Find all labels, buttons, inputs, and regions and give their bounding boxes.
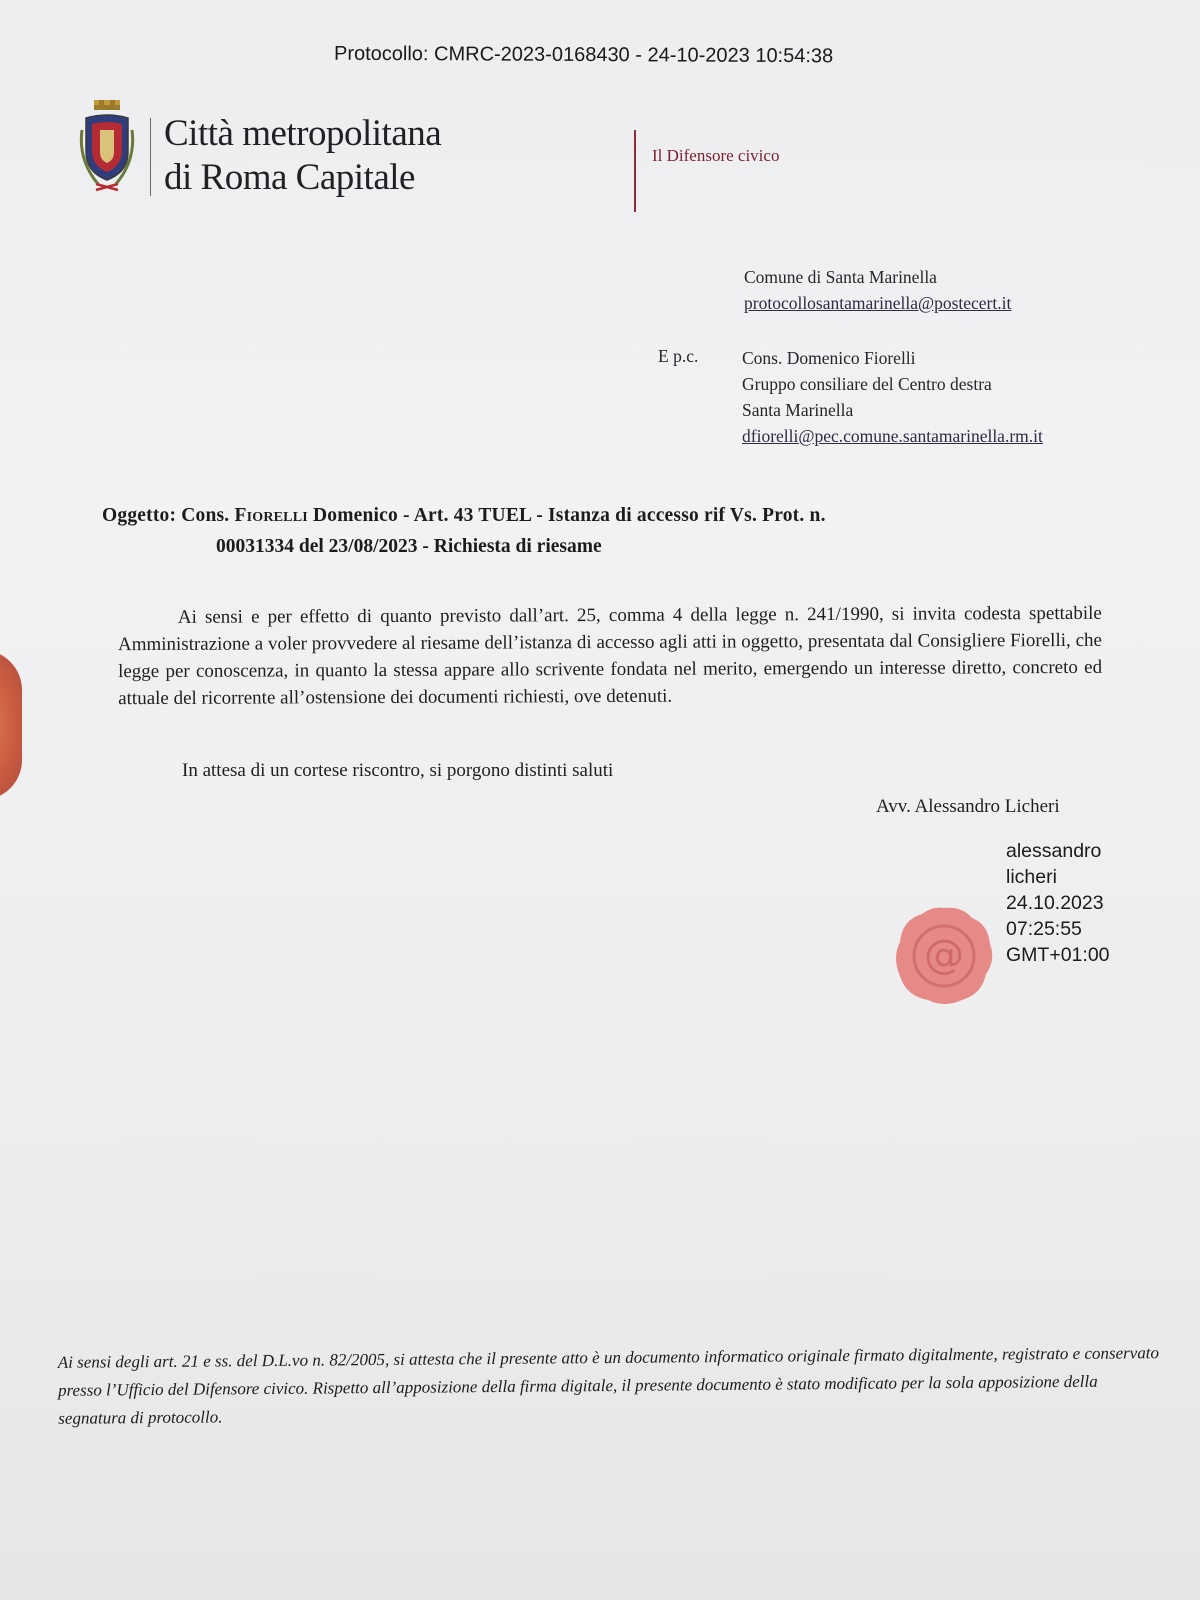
subject-line-2: 00031334 del 23/08/2023 - Richiesta di riesame <box>216 536 602 557</box>
recipient-email-link[interactable]: protocollosantamarinella@postecert.it <box>744 293 1012 313</box>
office-divider <box>634 130 636 212</box>
cc-label: E p.c. <box>658 346 699 366</box>
at-seal-icon <box>892 904 996 1008</box>
subject-surname: Fiorelli <box>234 505 308 526</box>
protocol-stamp: Protocollo: CMRC-2023-0168430 - 24-10-2023 10:54:38 <box>333 42 834 68</box>
cc-line-3: Santa Marinella <box>742 400 854 420</box>
subject-block <box>102 500 1102 562</box>
office-name: Il Difensore civico <box>652 146 780 165</box>
letter-body <box>118 600 1102 712</box>
finger-holding-page <box>0 650 22 800</box>
cc-block <box>742 345 1043 449</box>
organization-name-line-2: di Roma Capitale <box>164 157 415 198</box>
organization-name-line-1: Città metropolitana <box>164 113 442 154</box>
logo-divider <box>150 118 151 196</box>
organization-name <box>164 112 441 200</box>
signature-timezone: GMT+01:00 <box>1006 944 1110 966</box>
signature-line-2: licheri <box>1006 866 1057 888</box>
cc-line-2: Gruppo consiliare del Centro destra <box>742 374 992 394</box>
signature-date: 24.10.2023 <box>1006 892 1104 914</box>
coat-of-arms-icon <box>78 100 136 196</box>
signer-name: Avv. Alessandro Licheri <box>876 796 1060 817</box>
subject-label: Oggetto: <box>102 505 177 526</box>
svg-text:@: @ <box>924 932 964 978</box>
digital-signature-text <box>1006 838 1110 968</box>
cc-line-1: Cons. Domenico Fiorelli <box>742 348 916 368</box>
cc-email-link[interactable]: dfiorelli@pec.comune.santamarinella.rm.it <box>742 426 1043 446</box>
legal-footer-note: Ai sensi degli art. 21 e ss. del D.L.vo n. 82/2005, si attesta che il presente atto è un documento informatico originale firmato digitalmente, registrato e conservato presso l’Ufficio del Difensore civico. Rispetto all’apposizione della firma digitale, il presente documento è stato modificato per la sola apposizione della segnatura di protocollo. <box>57 1343 1160 1428</box>
subject-line-1-rest: Domenico - Art. 43 TUEL - Istanza di accesso rif Vs. Prot. n. <box>312 505 826 526</box>
signature-time: 07:25:55 <box>1006 918 1082 940</box>
recipient-block <box>744 264 1011 316</box>
recipient-name: Comune di Santa Marinella <box>744 267 937 287</box>
closing-line: In attesa di un cortese riscontro, si porgono distinti saluti <box>182 760 614 781</box>
subject-line-1-prefix: Cons. <box>181 505 230 526</box>
body-paragraph: Ai sensi e per effetto di quanto previsto dall’art. 25, comma 4 della legge n. 241/1990, si invita codesta spettabile Amministrazione a voler provvedere al riesame dell’istanza di accesso agli atti in oggetto, presentata dal Consigliere Fiorelli, che legge per conoscenza, in quanto la stessa appare allo scrivente fondata nel merito, emergendo un interesse diretto, concreto ed attuale del ricorrente all’ostensione dei documenti richiesti, ove detenuti. <box>117 602 1103 710</box>
signature-line-1: alessandro <box>1006 840 1102 862</box>
